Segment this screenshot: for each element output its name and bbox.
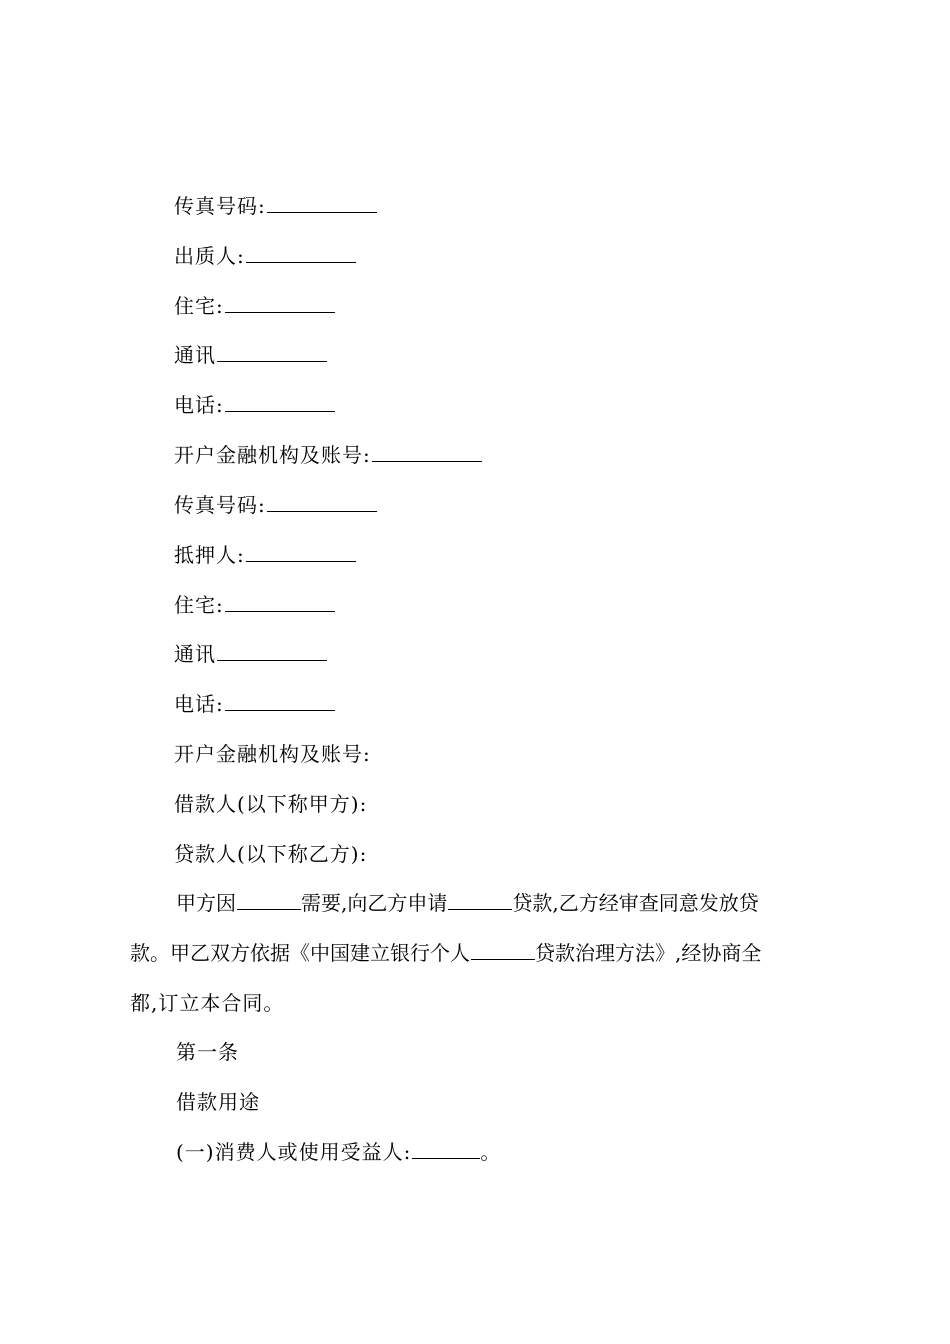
fill-blank: [267, 194, 377, 213]
paragraph-line-2: [130, 941, 830, 965]
bank-account-field: [174, 443, 482, 467]
field-label: 电话:: [174, 393, 224, 417]
field-label: 电话:: [174, 692, 224, 716]
fax-number-field: [174, 194, 377, 218]
field-label: 住宅:: [174, 593, 224, 617]
field-label: 传真号码:: [174, 194, 266, 218]
fill-blank: [372, 443, 482, 462]
pledgor-field: [174, 244, 356, 268]
fill-blank: [471, 941, 535, 960]
paragraph-line-1: [176, 891, 830, 915]
fill-blank: [412, 1140, 480, 1159]
phone-field: [174, 393, 335, 417]
lender-field: [174, 842, 367, 866]
fill-blank: [225, 692, 335, 711]
paragraph-text: 甲方因 需要,向乙方申请 贷款,乙方经审查同意发放贷: [176, 891, 759, 915]
fax-number-field: [174, 493, 377, 517]
field-label: 传真号码:: [174, 493, 266, 517]
mailing-field: [174, 343, 327, 367]
mailing-field: [174, 642, 327, 666]
article-title: 借款用途: [176, 1090, 260, 1114]
fill-blank: [217, 642, 327, 661]
article-item-1: (一)消费人或使用受益人: 。: [176, 1140, 502, 1164]
residence-field: [174, 294, 335, 318]
borrower-field: [174, 792, 367, 816]
fill-blank: [225, 294, 335, 313]
paragraph-text: 都,订立本合同。: [130, 991, 285, 1015]
field-label: 出质人:: [174, 244, 245, 268]
fill-blank: [237, 891, 301, 910]
bank-account-field: [174, 742, 371, 766]
fill-blank: [267, 493, 377, 512]
fill-blank: [246, 244, 356, 263]
fill-blank: [217, 343, 327, 362]
paragraph-line-3: [130, 991, 284, 1015]
field-label: 抵押人:: [174, 543, 245, 567]
fill-blank: [225, 393, 335, 412]
fill-blank: [448, 891, 512, 910]
field-label: 住宅:: [174, 294, 224, 318]
fill-blank: [225, 593, 335, 612]
field-label: 开户金融机构及账号:: [174, 742, 371, 766]
field-label: 贷款人(以下称乙方):: [174, 842, 368, 866]
field-label: 开户金融机构及账号:: [174, 443, 371, 467]
field-label: 借款人(以下称甲方):: [174, 792, 368, 816]
phone-field: [174, 692, 335, 716]
residence-field: [174, 593, 335, 617]
field-label: 通讯: [174, 642, 216, 666]
field-label: 通讯: [174, 343, 216, 367]
mortgagor-field: [174, 543, 356, 567]
fill-blank: [246, 543, 356, 562]
paragraph-text: 款。甲乙双方依据《中国建立银行个人 贷款治理方法》,经协商全: [130, 941, 762, 965]
article-number: 第一条: [176, 1040, 239, 1064]
